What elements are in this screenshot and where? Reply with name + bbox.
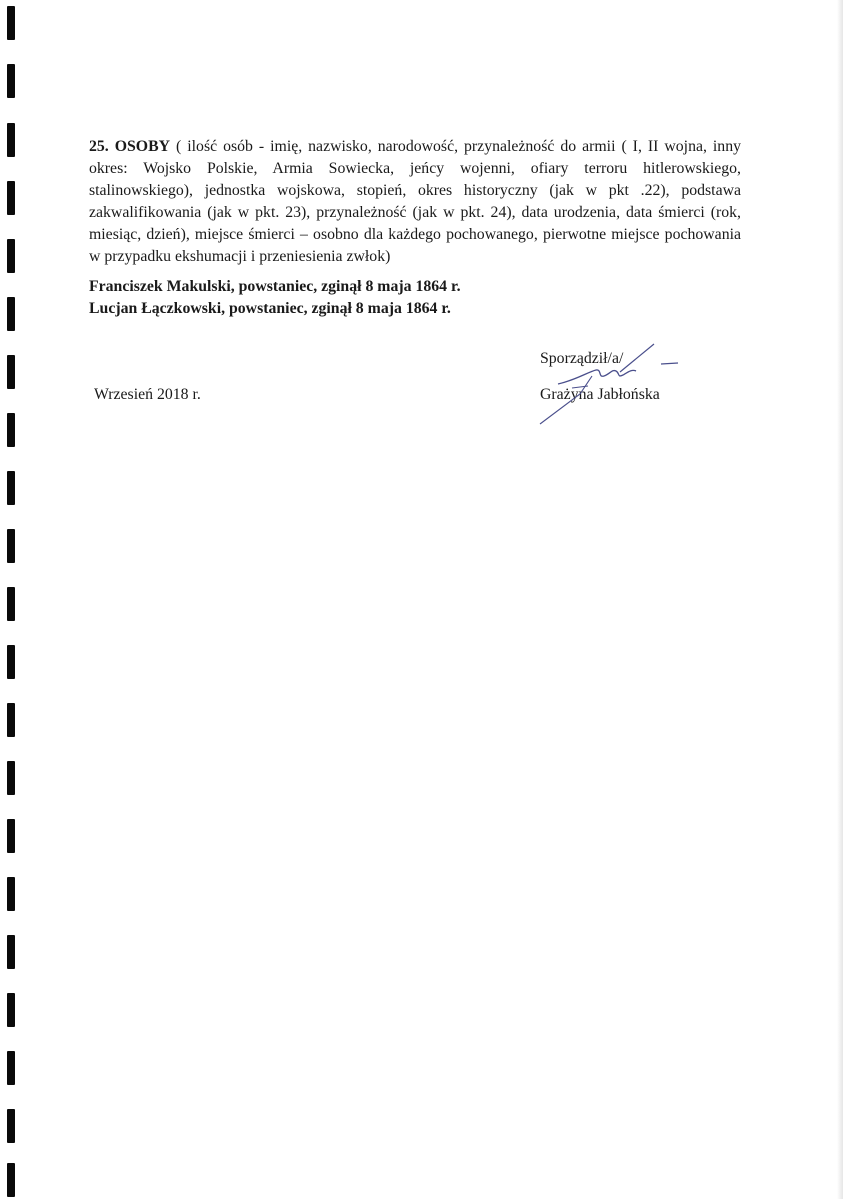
binding-hole — [7, 297, 15, 331]
binding-hole — [7, 239, 15, 273]
binding-hole — [7, 64, 15, 98]
page-edge — [837, 0, 843, 1199]
binding-hole — [7, 529, 15, 563]
binding-hole — [7, 1051, 15, 1085]
section-25-persons — [89, 136, 741, 268]
signature-block — [540, 342, 720, 432]
binding-hole — [7, 877, 15, 911]
binding-hole — [7, 587, 15, 621]
binding-holes — [0, 0, 24, 1199]
binding-hole — [7, 935, 15, 969]
document-date: Wrzesień 2018 r. — [94, 386, 201, 403]
handwritten-signature — [528, 342, 688, 432]
binding-hole — [7, 181, 15, 215]
binding-hole — [7, 471, 15, 505]
binding-hole — [7, 993, 15, 1027]
binding-hole — [7, 6, 15, 40]
person-entry: Lucjan Łączkowski, powstaniec, zginął 8 maja 1864 r. — [89, 300, 451, 317]
persons-list — [89, 276, 689, 320]
binding-hole — [7, 1109, 15, 1143]
binding-hole — [7, 761, 15, 795]
binding-hole — [7, 1163, 15, 1197]
section-description: ( ilość osób - imię, nazwisko, narodowość, przynależność do armii ( I, II wojna, inny okres: Wojsko Polskie, Armia Sowiecka, jeńcy wojenni, ofiary terroru hitlerowskiego, stalinowskiego), jednostka wojskowa, stopień, okres historyczny (jak w pkt .22), podstawa zakwalifikowania (jak w pkt. 23), przynależność (jak w pkt. 24), data urodzenia, data śmierci (rok, miesiąc, dzień), miejsce śmierci – osobno dla każdego pochowanego, pierwotne miejsce pochowania w przypadku ekshumacji i przeniesienia zwłok) — [89, 138, 741, 265]
binding-hole — [7, 703, 15, 737]
binding-hole — [7, 645, 15, 679]
section-number: 25. — [89, 138, 109, 155]
binding-hole — [7, 355, 15, 389]
person-entry: Franciszek Makulski, powstaniec, zginął 8 maja 1864 r. — [89, 278, 461, 295]
binding-hole — [7, 819, 15, 853]
prepared-by-label: Sporządził/a/ — [540, 350, 624, 367]
signer-name: Grażyna Jabłońska — [540, 386, 660, 403]
binding-hole — [7, 123, 15, 157]
section-title: OSOBY — [114, 138, 171, 155]
binding-hole — [7, 413, 15, 447]
